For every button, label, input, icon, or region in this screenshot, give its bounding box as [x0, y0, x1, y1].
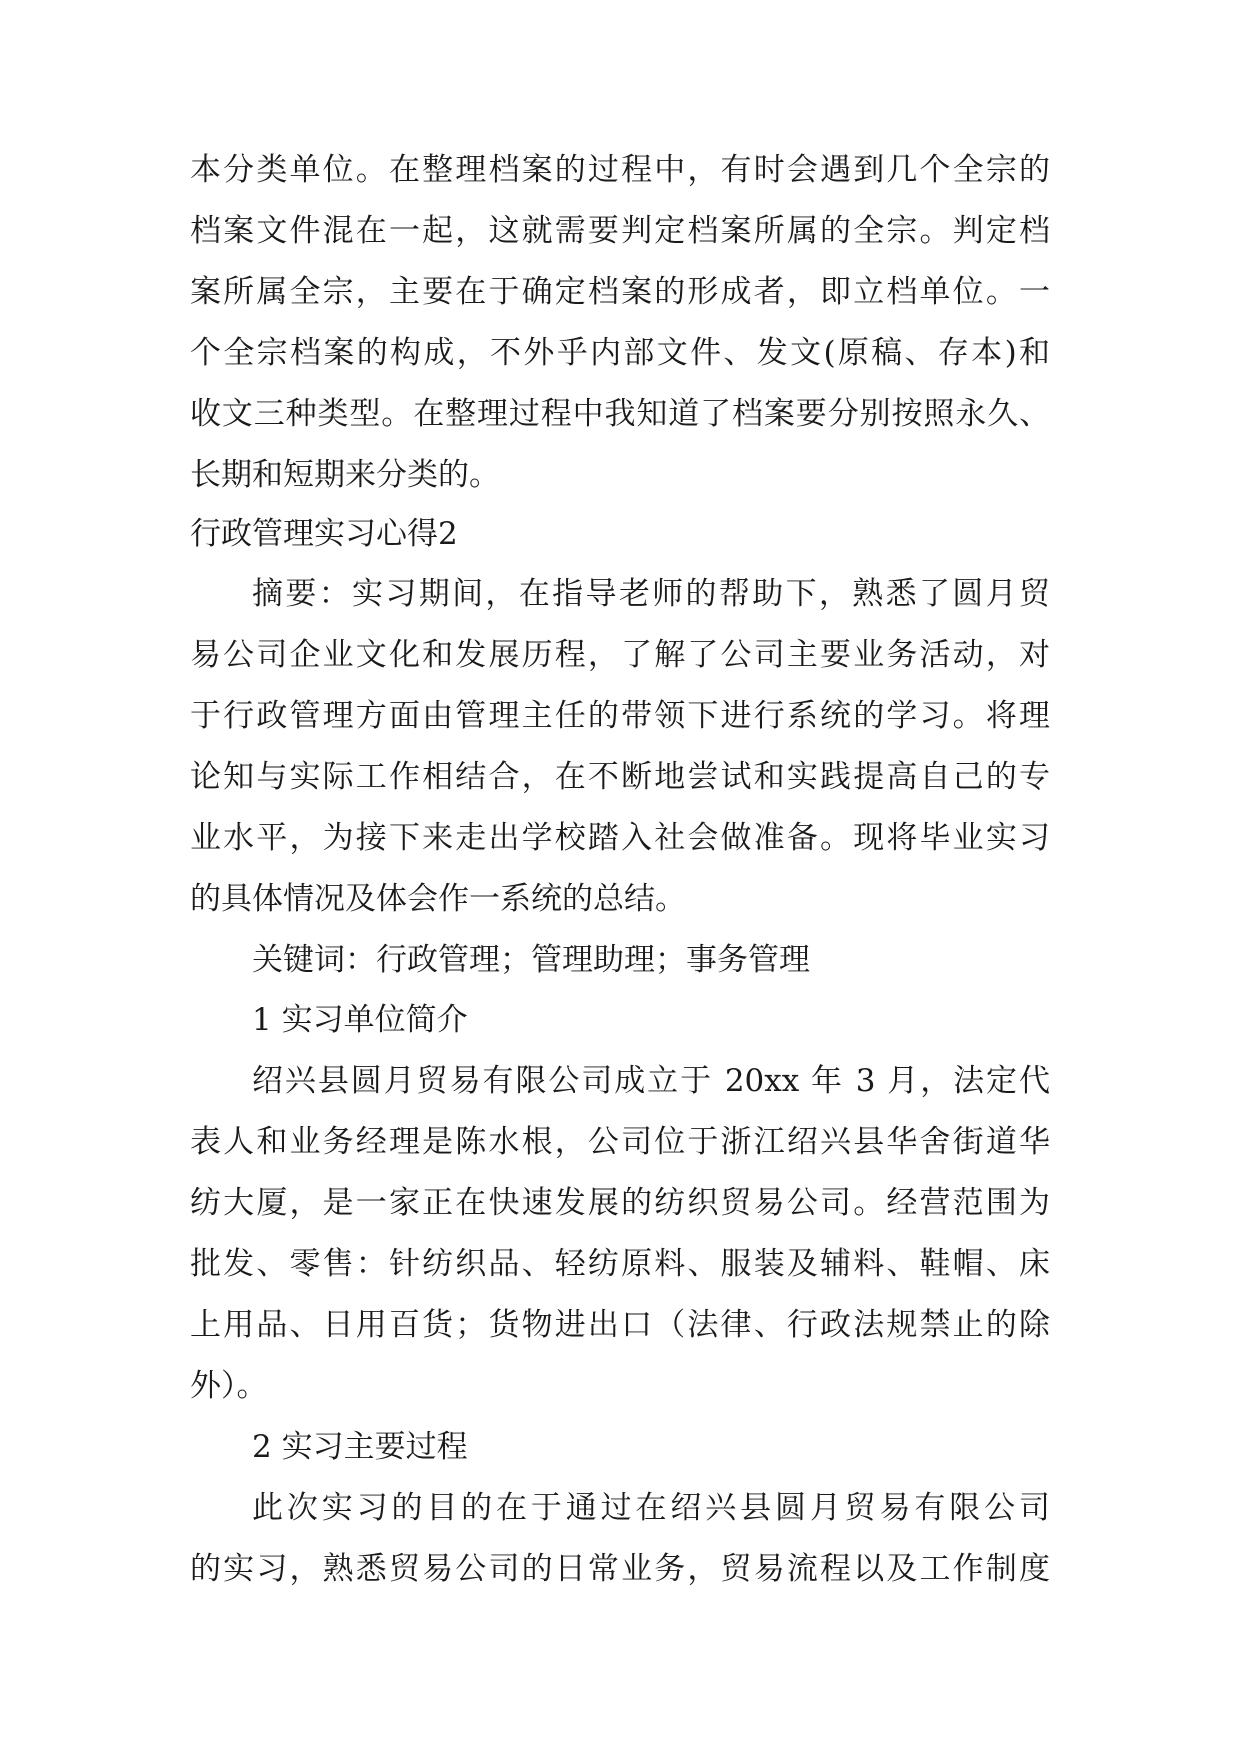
text-line: 批发、零售：针纺织品、轻纺原料、服装及辅料、鞋帽、床	[190, 1246, 1050, 1282]
keywords-line: 关键词：行政管理；管理助理；事务管理	[252, 942, 810, 978]
text-line: 本分类单位。在整理档案的过程中，有时会遇到几个全宗的	[190, 152, 1050, 188]
text-line: 论知与实际工作相结合，在不断地尝试和实践提高自己的专	[190, 759, 1050, 795]
text-line: 的具体情况及体会作一系统的总结。	[190, 881, 686, 917]
abstract-line: 摘要：实习期间，在指导老师的帮助下，熟悉了圆月贸	[252, 576, 1050, 612]
section-heading: 行政管理实习心得2	[190, 516, 458, 552]
text-line: 绍兴县圆月贸易有限公司成立于 20xx 年 3 月，法定代	[252, 1063, 1050, 1099]
text-line: 的实习，熟悉贸易公司的日常业务，贸易流程以及工作制度	[190, 1551, 1050, 1587]
text-line: 案所属全宗，主要在于确定档案的形成者，即立档单位。一	[190, 274, 1050, 310]
text-line: 于行政管理方面由管理主任的带领下进行系统的学习。将理	[190, 698, 1050, 734]
text-line: 易公司企业文化和发展历程，了解了公司主要业务活动，对	[190, 637, 1050, 673]
text-line: 业水平，为接下来走出学校踏入社会做准备。现将毕业实习	[190, 820, 1050, 856]
subsection-heading: 1 实习单位简介	[252, 1002, 468, 1038]
text-line: 此次实习的目的在于通过在绍兴县圆月贸易有限公司	[252, 1490, 1050, 1526]
text-line: 收文三种类型。在整理过程中我知道了档案要分别按照永久、	[190, 396, 1050, 432]
subsection-heading: 2 实习主要过程	[252, 1429, 468, 1465]
text-line: 表人和业务经理是陈水根，公司位于浙江绍兴县华舍街道华	[190, 1124, 1050, 1160]
text-line: 外）。	[190, 1368, 268, 1404]
text-line: 个全宗档案的构成，不外乎内部文件、发文(原稿、存本)和	[190, 335, 1050, 371]
text-line: 上用品、日用百货；货物进出口（法律、行政法规禁止的除	[190, 1307, 1050, 1343]
text-line: 纺大厦，是一家正在快速发展的纺织贸易公司。经营范围为	[190, 1185, 1050, 1221]
text-line: 档案文件混在一起，这就需要判定档案所属的全宗。判定档	[190, 213, 1050, 249]
text-line: 长期和短期来分类的。	[190, 457, 500, 493]
